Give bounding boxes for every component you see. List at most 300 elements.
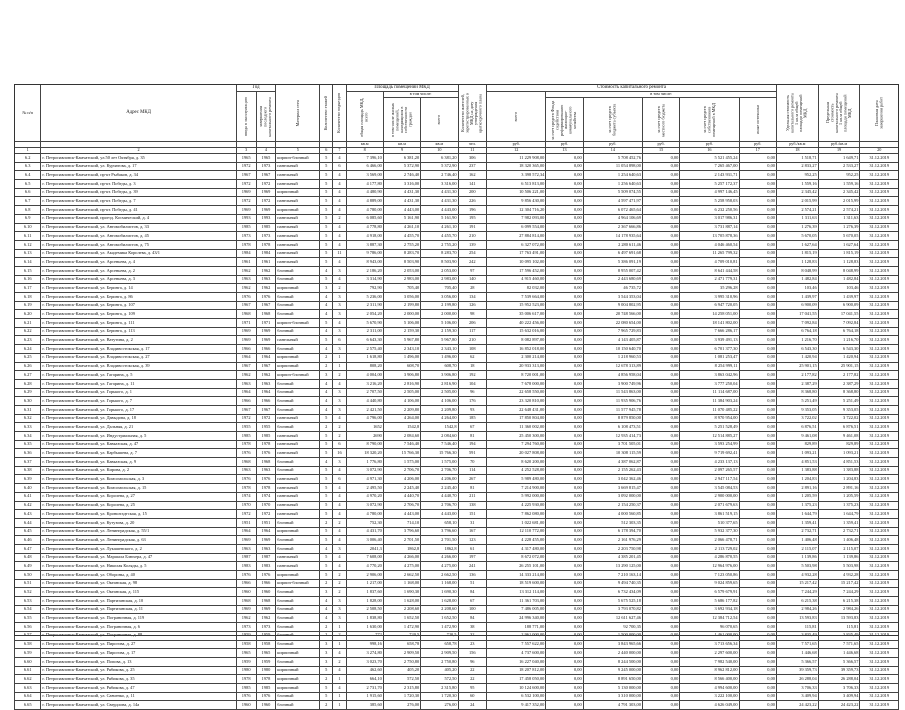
- table-cell: 998,16: [346, 640, 383, 649]
- table-cell: 67: [458, 423, 487, 432]
- table-cell: 13 593,83: [818, 614, 860, 623]
- table-cell: 0,00: [546, 510, 583, 519]
- table-cell: 0,00: [546, 180, 583, 189]
- table-cell: г. Петропавловск-Камчатский, ул.50 лет Октября, д. 35: [41, 154, 236, 163]
- table-cell: 25 901,15: [776, 362, 818, 371]
- table-cell: 5 161,90: [383, 214, 420, 223]
- table-cell: 4: [320, 405, 333, 414]
- table-cell: 20 933 313,00: [487, 362, 546, 371]
- table-cell: 1976: [236, 475, 256, 484]
- table-cell: 0,00: [739, 449, 776, 458]
- table-cell: 31.12.2019: [860, 249, 899, 258]
- table-cell: 0,00: [642, 597, 679, 606]
- table-cell: 31.12.2019: [860, 623, 899, 632]
- table-cell: 0,00: [739, 440, 776, 449]
- header-unit-cost: Удельная стоимость капитального ремонта 1 кв.м общей площади помещений МКД: [776, 85, 818, 142]
- table-cell: 3 835,49: [776, 631, 818, 640]
- table-cell: 4 266,00: [383, 553, 420, 562]
- table-cell: 0,00: [642, 440, 679, 449]
- table-cell: 1 482,84: [818, 275, 860, 284]
- header-cost-group: Стоимость капитального ремонта: [487, 85, 777, 92]
- table-cell: 3 906,80: [421, 371, 458, 380]
- table-cell: 0,00: [642, 336, 679, 345]
- table-cell: 6.25: [15, 353, 41, 362]
- table-cell: 1 815,19: [776, 249, 818, 258]
- table-cell: 6.19: [15, 301, 41, 310]
- table-cell: 2 816,90: [421, 379, 458, 388]
- table-cell: 4: [333, 649, 346, 658]
- table-cell: 2 701,50: [383, 536, 420, 545]
- table-cell: 1962: [236, 284, 256, 293]
- header-residents: Количество жителей, зарегистрированных в МКД на дату утверждения краткосрочного плана: [458, 85, 487, 142]
- table-cell: 2690: [346, 432, 383, 441]
- table-cell: 1985: [236, 223, 256, 232]
- table-cell: 0,00: [739, 414, 776, 423]
- column-number-cell: 5: [276, 148, 320, 154]
- column-number-cell: 13: [546, 148, 583, 154]
- table-cell: 1978: [236, 440, 256, 449]
- table-cell: 31.12.2019: [860, 449, 899, 458]
- table-cell: 0,00: [642, 293, 679, 302]
- table-cell: 16: [333, 449, 346, 458]
- table-cell: 7 092,84: [818, 319, 860, 328]
- table-cell: 1969: [236, 327, 256, 336]
- table-cell: 1965: [256, 649, 276, 658]
- table-cell: 0,00: [642, 701, 679, 710]
- table-cell: 5: [320, 162, 333, 171]
- table-cell: 2 662,50: [383, 571, 420, 580]
- table-cell: 0,00: [546, 614, 583, 623]
- table-cell: 14 258 051,00: [680, 310, 739, 319]
- table-cell: 11: [333, 249, 346, 258]
- table-cell: 0,00: [546, 701, 583, 710]
- table-cell: 2 177,82: [776, 371, 818, 380]
- table-cell: 658,78: [383, 640, 420, 649]
- table-cell: 405,20: [383, 666, 420, 675]
- table-cell: 3 316,00: [421, 180, 458, 189]
- table-cell: 1963: [236, 379, 256, 388]
- table-cell: 4 440,70: [421, 492, 458, 501]
- table-cell: 11 229 908,00: [487, 154, 546, 163]
- table-cell: 0,00: [739, 701, 776, 710]
- table-cell: 1963: [256, 466, 276, 475]
- table-cell: 1 217,00: [346, 579, 383, 588]
- table-cell: 0,00: [546, 345, 583, 354]
- table-cell: блочный: [276, 345, 320, 354]
- table-cell: 51: [458, 579, 487, 588]
- table-cell: 195: [458, 214, 487, 223]
- table-cell: 3 409,94: [818, 692, 860, 701]
- table-cell: 3: [333, 293, 346, 302]
- table-cell: 3 706,33: [818, 683, 860, 692]
- column-number-cell: 15: [642, 148, 679, 154]
- table-cell: 31.12.2019: [860, 701, 899, 710]
- table-cell: г. Петропавловск-Камчатский, ул. Океанская, д. 98: [41, 579, 236, 588]
- table-cell: 2 732,71: [818, 527, 860, 536]
- table-cell: 0,00: [546, 293, 583, 302]
- table-cell: 17 041,55: [818, 310, 860, 319]
- table-cell: 0,00: [642, 666, 679, 675]
- table-cell: 196: [458, 206, 487, 215]
- table-cell: 25 450 300,00: [487, 432, 546, 441]
- table-cell: 26 288,04: [818, 675, 860, 684]
- table-cell: 1968: [236, 597, 256, 606]
- table-cell: 2 755,20: [383, 240, 420, 249]
- table-cell: 12 935 414,73: [583, 432, 642, 441]
- table-cell: 4: [333, 527, 346, 536]
- table-cell: 6 513 813,00: [487, 180, 546, 189]
- table-cell: 31.12.2019: [860, 180, 899, 189]
- table-cell: 18 320,20: [346, 449, 383, 458]
- table-cell: 5: [320, 206, 333, 215]
- table-cell: г. Петропавловск-Камчатский, ул. Рябикова, д. 35: [41, 675, 236, 684]
- table-cell: 1969: [256, 327, 276, 336]
- table-cell: 0,00: [739, 266, 776, 275]
- table-cell: 9 024 859,65: [680, 579, 739, 588]
- table-cell: 1 168,00: [421, 579, 458, 588]
- table-cell: 6.57: [15, 631, 41, 640]
- table-cell: блочный: [276, 458, 320, 467]
- table-cell: 0,00: [739, 432, 776, 441]
- table-cell: 4: [320, 327, 333, 336]
- table-cell: 1 276,39: [776, 223, 818, 232]
- table-cell: 1972: [256, 180, 276, 189]
- table-row: [15, 657, 899, 666]
- table-cell: 462,60: [346, 666, 383, 675]
- table-cell: 0,00: [739, 579, 776, 588]
- table-cell: 0,00: [642, 683, 679, 692]
- table-cell: 4: [320, 301, 333, 310]
- column-number-cell: 10: [421, 148, 458, 154]
- table-cell: 705,40: [383, 284, 420, 293]
- table-cell: 4 480,90: [346, 188, 383, 197]
- table-cell: 4 206,00: [383, 475, 420, 484]
- table-cell: 1966: [256, 579, 276, 588]
- table-row: [15, 683, 899, 692]
- table-cell: 18 519 600,00: [487, 579, 546, 588]
- table-cell: 6.30: [15, 397, 41, 406]
- table-cell: 1973: [256, 232, 276, 241]
- table-cell: 1 618,80: [346, 353, 383, 362]
- table-cell: 1 776,80: [346, 458, 383, 467]
- table-cell: 210: [458, 336, 487, 345]
- table-cell: панельный: [276, 510, 320, 519]
- table-cell: 1978: [236, 240, 256, 249]
- table-cell: 9 004 802,95: [583, 301, 642, 310]
- table-cell: 6.24: [15, 345, 41, 354]
- table-cell: г. Петропавловск-Камчатский, ул. Пограничная, д. 119: [41, 614, 236, 623]
- table-cell: г. Петропавловск-Камчатский, ул. Кронштадтская, д. 15: [41, 510, 236, 519]
- table-cell: 8 082 897,00: [487, 336, 546, 345]
- table-cell: 1 518,71: [776, 154, 818, 163]
- table-cell: 2 280 611,46: [583, 240, 642, 249]
- table-cell: 658,78: [421, 640, 458, 649]
- table-cell: г. Петропавловск-Камчатский, ул. Беринга, д. 14: [41, 284, 236, 293]
- table-cell: 31.12.2019: [860, 492, 899, 501]
- table-cell: 1963: [256, 379, 276, 388]
- table-cell: 6.21: [15, 319, 41, 328]
- table-cell: 1978: [256, 675, 276, 684]
- table-cell: 5: [320, 171, 333, 180]
- table-cell: 0,00: [546, 458, 583, 467]
- table-cell: 572,50: [383, 675, 420, 684]
- table-cell: 31.12.2019: [860, 284, 899, 293]
- table-cell: 4: [320, 293, 333, 302]
- table-cell: 4: [320, 379, 333, 388]
- table-cell: 6.60: [15, 657, 41, 666]
- table-cell: 10 150 640,70: [583, 345, 642, 354]
- table-cell: 1963: [236, 466, 256, 475]
- table-cell: 2: [320, 423, 333, 432]
- table-cell: 4 106,00: [383, 397, 420, 406]
- table-cell: 591: [458, 449, 487, 458]
- table-cell: 2 443 680,69: [583, 275, 642, 284]
- table-cell: 10 308 115,59: [583, 449, 642, 458]
- table-cell: 5: [320, 223, 333, 232]
- table-cell: 3 092 000,00: [583, 492, 642, 501]
- table-cell: 0,00: [739, 640, 776, 649]
- table-cell: 17 458 050,00: [487, 675, 546, 684]
- table-cell: 8 879 850,00: [583, 414, 642, 423]
- table-cell: 0,00: [642, 588, 679, 597]
- table-cell: 14 333 214,00: [487, 571, 546, 580]
- table-cell: 4 431,70: [346, 527, 383, 536]
- table-cell: 5 130 000,00: [583, 683, 642, 692]
- table-cell: 1966: [256, 397, 276, 406]
- table-cell: 8 672 072,00: [487, 553, 546, 562]
- table-cell: 185: [458, 414, 487, 423]
- table-cell: 5: [320, 536, 333, 545]
- table-cell: 2 245,40: [421, 484, 458, 493]
- table-cell: 0,00: [739, 249, 776, 258]
- table-cell: 0,00: [642, 188, 679, 197]
- table-cell: 8 943,00: [346, 258, 383, 267]
- table-cell: 2 471 779,31: [680, 275, 739, 284]
- table-cell: 0,00: [642, 362, 679, 371]
- table-cell: 16 227 040,00: [487, 657, 546, 666]
- table-cell: 4: [320, 597, 333, 606]
- table-cell: 2: [333, 571, 346, 580]
- table-cell: 4 177,80: [346, 180, 383, 189]
- table-cell: г. Петропавловск-Камчатский, ул. Горького, д. 7: [41, 397, 236, 406]
- table-cell: 3: [333, 597, 346, 606]
- table-cell: 306: [458, 154, 487, 163]
- table-cell: 35 006 617,00: [487, 310, 546, 319]
- table-cell: 136: [458, 571, 487, 580]
- table-cell: 4: [333, 188, 346, 197]
- table-cell: 1968: [256, 597, 276, 606]
- table-cell: 5: [320, 249, 333, 258]
- table-cell: 572,50: [421, 675, 458, 684]
- table-cell: кирпич-блочный: [276, 579, 320, 588]
- table-cell: г. Петропавловск-Камчатский, ул. Свердлова, д. 14а: [41, 701, 236, 710]
- table-cell: 0,00: [642, 484, 679, 493]
- table-cell: 3 314,90: [346, 275, 383, 284]
- table-cell: 98: [458, 310, 487, 319]
- table-cell: 6.49: [15, 562, 41, 571]
- table-cell: 0,00: [739, 197, 776, 206]
- table-cell: 17 763 491,00: [487, 249, 546, 258]
- unit-cell: руб./кв.м: [818, 142, 860, 148]
- column-number-cell: 20: [860, 148, 899, 154]
- table-cell: 2 143 931,71: [680, 171, 739, 180]
- header-cost-other: иные источники: [739, 98, 776, 142]
- table-cell: 197: [458, 553, 487, 562]
- table-cell: 6.61: [15, 666, 41, 675]
- table-cell: 4: [333, 683, 346, 692]
- table-cell: 7 982 540,00: [680, 657, 739, 666]
- table-cell: 0,00: [546, 214, 583, 223]
- table-cell: 1652: [346, 423, 383, 432]
- table-cell: 5: [320, 258, 333, 267]
- table-cell: 0,00: [739, 588, 776, 597]
- table-cell: 0,00: [739, 510, 776, 519]
- table-cell: 1 837,60: [346, 588, 383, 597]
- table-cell: 0,00: [546, 536, 583, 545]
- table-cell: 0,00: [642, 284, 679, 293]
- table-cell: 7 666 286,17: [680, 327, 739, 336]
- table-cell: 12 611 627,46: [583, 614, 642, 623]
- table-cell: 4 004,00: [346, 371, 383, 380]
- table-cell: 0,00: [546, 249, 583, 258]
- table-cell: 1985: [256, 223, 276, 232]
- table-cell: 1972: [236, 180, 256, 189]
- table-cell: 1969: [236, 336, 256, 345]
- table-cell: 2 701,50: [421, 536, 458, 545]
- table-cell: 7 244,29: [776, 588, 818, 597]
- table-cell: 0,00: [642, 405, 679, 414]
- table-cell: 4 443,00: [421, 510, 458, 519]
- table-cell: 3 593 254,99: [680, 440, 739, 449]
- table-cell: 0,00: [739, 353, 776, 362]
- table-cell: 5 251 528,49: [680, 423, 739, 432]
- table-cell: 4: [320, 605, 333, 614]
- table-cell: 6 466,00: [346, 162, 383, 171]
- table-cell: г. Петропавловск-Камчатский, ул. Пирогова, д. 27: [41, 640, 236, 649]
- table-cell: блочный: [276, 614, 320, 623]
- table-cell: 0,00: [739, 553, 776, 562]
- table-cell: 1963: [236, 544, 256, 553]
- table-cell: 792,90: [346, 284, 383, 293]
- table-cell: 0,00: [739, 458, 776, 467]
- table-cell: 1 218 960,53: [583, 353, 642, 362]
- table-cell: 31.12.2019: [860, 266, 899, 275]
- column-number-cell: 2: [41, 148, 236, 154]
- table-cell: 0,00: [546, 527, 583, 536]
- table-cell: г. Петропавловск-Камчатский, ул. Владивостокская, д. 27: [41, 353, 236, 362]
- table-cell: 6.15: [15, 266, 41, 275]
- table-cell: 31.12.2019: [860, 649, 899, 658]
- table-cell: 9 417 352,00: [487, 701, 546, 710]
- table-cell: 1 439,97: [776, 293, 818, 302]
- table-cell: 0,00: [546, 492, 583, 501]
- table-cell: 6.4: [15, 171, 41, 180]
- table-row: [15, 640, 899, 649]
- table-cell: 6 876,51: [776, 423, 818, 432]
- unit-cell: кв.м: [346, 142, 383, 148]
- table-cell: 12 964 976,00: [680, 562, 739, 571]
- table-cell: 4 225 930,00: [487, 501, 546, 510]
- table-cell: 2 066 478,71: [680, 536, 739, 545]
- table-cell: 1980: [256, 666, 276, 675]
- table-cell: 1978: [256, 484, 276, 493]
- table-cell: 4: [333, 536, 346, 545]
- table-cell: 2 199,80: [421, 301, 458, 310]
- table-cell: 1978: [256, 440, 276, 449]
- table-cell: 6 543,30: [818, 345, 860, 354]
- table-cell: 0,00: [739, 180, 776, 189]
- table-cell: 31.12.2019: [860, 571, 899, 580]
- table-cell: 156: [458, 649, 487, 658]
- table-cell: 7 862 080,00: [487, 510, 546, 519]
- table-cell: 1 838,80: [346, 614, 383, 623]
- table-cell: 0,00: [546, 301, 583, 310]
- table-cell: 3 731 887,14: [680, 223, 739, 232]
- table-cell: 10 506 221,00: [487, 188, 546, 197]
- unit-cell: кв.м: [421, 142, 458, 148]
- table-cell: 6.48: [15, 553, 41, 562]
- table-cell: г. Петропавловск-Камчатский, ул. Партизанская, д. 11: [41, 605, 236, 614]
- table-cell: 70: [458, 458, 487, 467]
- table-cell: 0,00: [739, 223, 776, 232]
- table-cell: 11 265 799,32: [680, 249, 739, 258]
- table-cell: 13 290 125,00: [583, 562, 642, 571]
- table-cell: г. Петропавловск-Камчатский, проезд. Космический, д. 4: [41, 214, 236, 223]
- table-cell: панельный: [276, 223, 320, 232]
- table-cell: 31.12.2019: [860, 397, 899, 406]
- table-cell: 6.35: [15, 440, 41, 449]
- table-cell: 31.12.2019: [860, 466, 899, 475]
- table-cell: 2 159,30: [421, 327, 458, 336]
- table-cell: 0,00: [642, 214, 679, 223]
- table-cell: 6.16: [15, 275, 41, 284]
- table-cell: 4 915 460,00: [487, 275, 546, 284]
- table-cell: 12 678 313,89: [583, 362, 642, 371]
- table-cell: 1962: [256, 371, 276, 380]
- table-cell: 1964: [236, 353, 256, 362]
- table-cell: г. Петропавловск-Камчатский, ул. Попова, д. 13: [41, 657, 236, 666]
- table-row: [15, 675, 899, 684]
- table-cell: г. Петропавловск-Камчатский, ул. Кутузова, д. 20: [41, 518, 236, 527]
- table-cell: г. Петропавловск-Камчатский, ул. Кирова, д. 2: [41, 466, 236, 475]
- table-cell: 0,00: [739, 423, 776, 432]
- table-cell: 0,00: [642, 266, 679, 275]
- table-cell: 1542,8: [421, 423, 458, 432]
- table-cell: 31.12.2019: [860, 536, 899, 545]
- table-cell: 3: [333, 310, 346, 319]
- table-cell: 0,00: [739, 162, 776, 171]
- table-cell: 31.12.2019: [860, 371, 899, 380]
- table-cell: 1 420,94: [818, 353, 860, 362]
- table-cell: 188 771,00: [487, 623, 546, 632]
- unit-cell: руб.: [487, 142, 546, 148]
- table-cell: 2: [333, 371, 346, 380]
- table-cell: г. Петропавловск-Камчатский, ул. Ватутина, д. 2: [41, 336, 236, 345]
- table-cell: 276,00: [383, 701, 420, 710]
- table-cell: 0,00: [739, 336, 776, 345]
- table-cell: 0,00: [546, 162, 583, 171]
- column-number-cell: 1: [15, 148, 41, 154]
- table-cell: 0,00: [642, 649, 679, 658]
- table-cell: 2 311,90: [346, 301, 383, 310]
- table-cell: 17 850 804,00: [487, 414, 546, 423]
- table-cell: 6.38: [15, 466, 41, 475]
- table-cell: 1 472,90: [421, 623, 458, 632]
- table-cell: 1 575,00: [421, 458, 458, 467]
- table-cell: 25 901,15: [818, 362, 860, 371]
- table-cell: г. Петропавловск-Камчатский, пр-кт. Победы, д. 39: [41, 188, 236, 197]
- table-cell: 4 932,28: [776, 571, 818, 580]
